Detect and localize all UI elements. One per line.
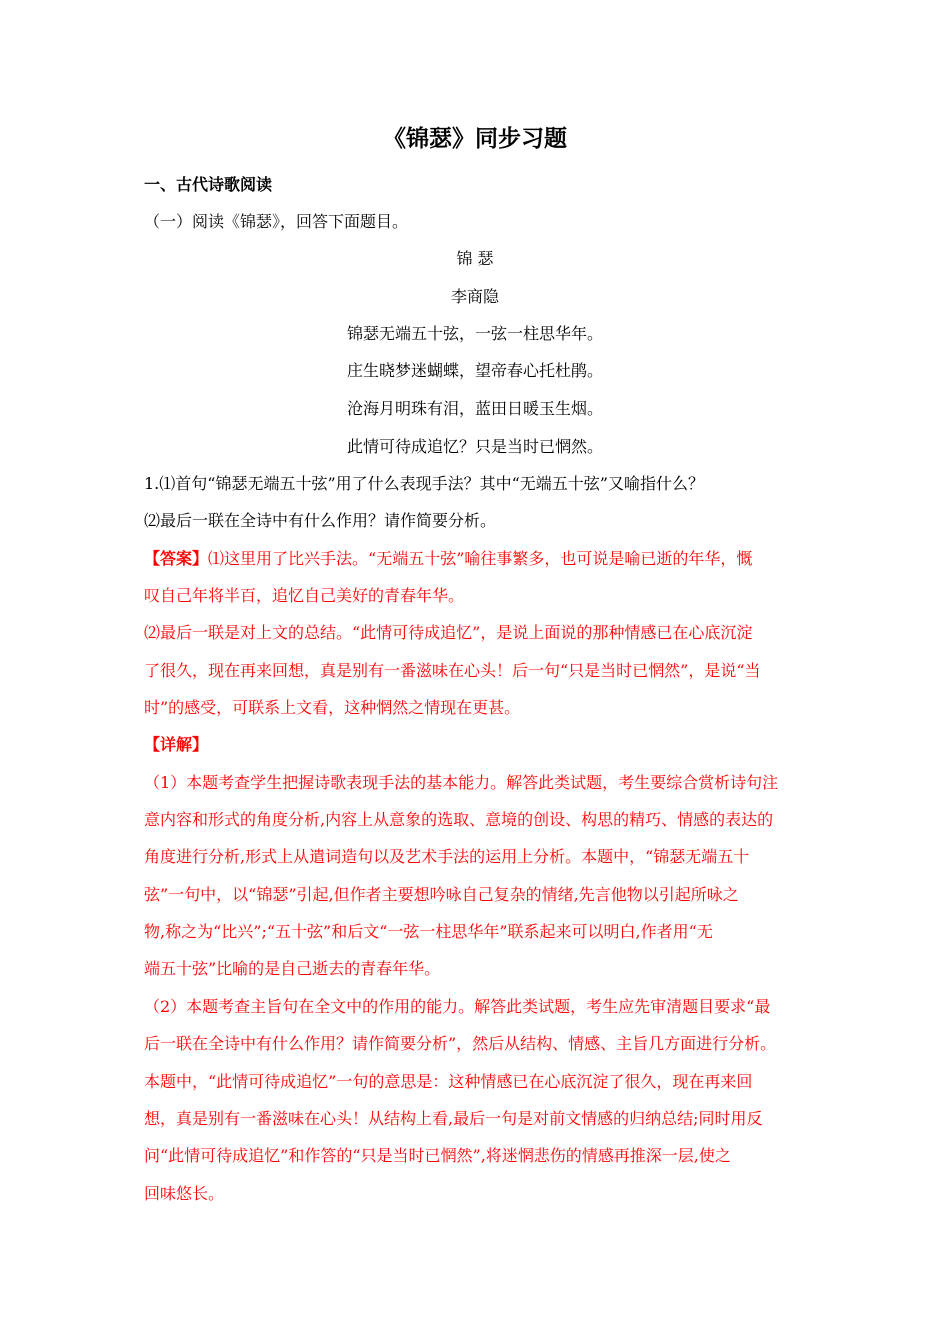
document-title: 《锦瑟》同步习题 bbox=[383, 126, 567, 152]
detail-line: 弦”一句中，以“锦瑟”引起,但作者主要想吟咏自己复杂的情绪,先言他物以引起所咏之 bbox=[144, 885, 739, 904]
detail-line: 回味悠长。 bbox=[144, 1184, 225, 1203]
answer-line: 时”的感受，可联系上文看，这种惘然之情现在更甚。 bbox=[144, 698, 521, 717]
detail-line: 物,称之为“比兴”;“五十弦”和后文“一弦一柱思华年”联系起来可以明白,作者用“无 bbox=[144, 922, 713, 941]
poem-author: 李商隐 bbox=[450, 287, 499, 306]
question-1: 1.⑴首句“锦瑟无端五十弦”用了什么表现手法？其中“无端五十弦”又喻指什么？ bbox=[144, 474, 704, 493]
answer-label: 【答案】 bbox=[144, 549, 209, 568]
sub-instruction: （一）阅读《锦瑟》，回答下面题目。 bbox=[144, 212, 409, 231]
poem-line: 锦瑟无端五十弦，一弦一柱思华年。 bbox=[346, 324, 603, 343]
detail-line: 问“此情可待成追忆”和作答的“只是当时已惘然”,将迷惘悲伤的情感再推深一层,使之 bbox=[144, 1146, 731, 1165]
poem-title: 锦 瑟 bbox=[456, 249, 494, 268]
detail-line: 意内容和形式的角度分析,内容上从意象的选取、意境的创设、构思的精巧、情感的表达的 bbox=[144, 810, 774, 829]
answer-line: ⑵最后一联是对上文的总结。“此情可待成追忆”，是说上面说的那种情感已在心底沉淀 bbox=[144, 623, 753, 642]
detail-line: （1）本题考查学生把握诗歌表现手法的基本能力。解答此类试题，考生要综合赏析诗句注 bbox=[144, 773, 779, 792]
section-heading: 一、古代诗歌阅读 bbox=[144, 175, 273, 194]
poem-line: 此情可待成追忆？只是当时已惘然。 bbox=[346, 437, 603, 456]
detail-line: 角度进行分析,形式上从遣词造句以及艺术手法的运用上分析。本题中，“锦瑟无端五十 bbox=[144, 847, 750, 866]
answer-line: ⑴这里用了比兴手法。“无端五十弦”喻往事繁多，也可说是喻已逝的年华，慨 bbox=[208, 549, 753, 568]
detail-line: 端五十弦”比喻的是自己逝去的青春年华。 bbox=[144, 959, 441, 978]
detail-label: 【详解】 bbox=[144, 735, 209, 754]
answer-line: 叹自己年将半百，追忆自己美好的青春年华。 bbox=[144, 586, 465, 605]
poem-line: 沧海月明珠有泪，蓝田日暖玉生烟。 bbox=[346, 399, 603, 418]
detail-line: 后一联在全诗中有什么作用？请作简要分析”，然后从结构、情感、主旨几方面进行分析。 bbox=[144, 1034, 777, 1053]
question-2: ⑵最后一联在全诗中有什么作用？请作简要分析。 bbox=[144, 511, 497, 530]
detail-line: 想，真是别有一番滋味在心头！从结构上看,最后一句是对前文情感的归纳总结;同时用反 bbox=[144, 1109, 763, 1128]
answer-line: 了很久，现在再来回想，真是别有一番滋味在心头！后一句“只是当时已惘然”，是说“当 bbox=[144, 661, 761, 680]
detail-line: 本题中，“此情可待成追忆”一句的意思是：这种情感已在心底沉淀了很久，现在再来回 bbox=[144, 1072, 753, 1091]
poem-line: 庄生晓梦迷蝴蝶，望帝春心托杜鹃。 bbox=[346, 361, 603, 380]
detail-line: （2）本题考查主旨句在全文中的作用的能力。解答此类试题，考生应先审清题目要求“最 bbox=[144, 997, 771, 1016]
answer-block bbox=[144, 548, 752, 570]
